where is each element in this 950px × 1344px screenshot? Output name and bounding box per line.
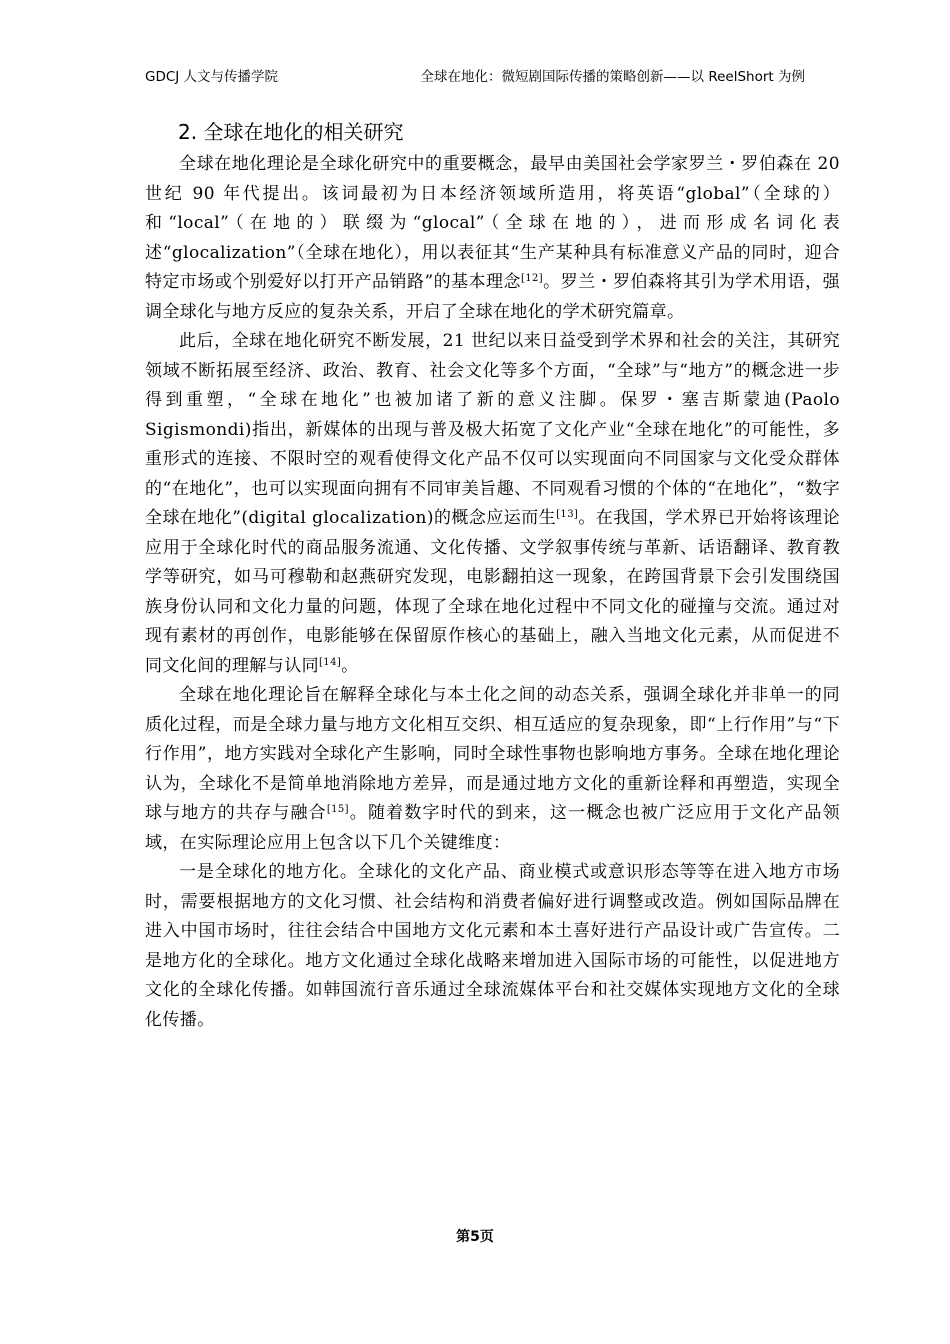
paragraph-text: 全球在地化理论旨在解释全球化与本土化之间的动态关系，强调全球化并非单一的同质化过程，而是全球力量与地方文化相互交织、相互适应的复杂现象，即“上行作用”与“下行作用”，地方实践对全球化产生影响，同时全球性事物也影响地方事务。全球在地化理论认为，全球化不是简单地消除地方差异，而是通过地方文化的重新诠释和再塑造，实现全球与地方的共存与融合 <box>145 685 840 823</box>
paragraph-text: 。在我国，学术界已开始将该理论应用于全球化时代的商品服务流通、文化传播、文学叙事传统与革新、话语翻译、教育教学等研究，如马可穆勒和赵燕研究发现，电影翻拍这一现象，在跨国背景下会引发围绕国族身份认同和文化力量的问题，体现了全球在地化过程中不同文化的碰撞与交流。通过对现有素材的再创作，电影能够在保留原作核心的基础上，融入当地文化元素，从而促进不同文化间的理解与认同 <box>145 508 841 676</box>
header-institution: GDCJ 人文与传播学院 <box>145 69 279 85</box>
paragraph-text: 。随着数字时代的到来，这一概念也被广泛应用于文化产品领域，在实际理论应用上包含以下几个关键维度： <box>145 803 840 853</box>
paragraph-1 <box>145 150 840 327</box>
paragraph-text: 。 <box>341 655 359 676</box>
body-text <box>145 150 840 1035</box>
paragraph-text: 此后，全球在地化研究不断发展，21 世纪以来日益受到学术界和社会的关注，其研究领域不断拓展至经济、政治、教育、社会文化等多个方面，“全球”与“地方”的概念进一步得到重塑，“全球在地化”也被加诸了新的意义注脚。保罗・塞吉斯蒙迪(Paolo Sigismondi)指出，新媒体的出现与普及极大拓宽了文化产业“全球在地化”的可能性，多重形式的连接、不限时空的观看使得文化产品不仅可以实现面向不同国家与文化受众群体的“在地化”，也可以实现面向拥有不同审美旨趣、不同观看习惯的个体的“在地化”，“数字全球在地化”(digital glocalization)的概念应运而生 <box>145 331 840 528</box>
paragraph-text: 全球在地化理论是全球化研究中的重要概念，最早由美国社会学家罗兰・罗伯森在 20 世纪 90 年代提出。该词最初为日本经济领域所造用，将英语“global”（全球的）和“local”（在地的）联缀为“glocal”（全球在地的），进而形成名词化表述“glocalization”（全球在地化），用以表征其“生产某种具有标准意义产品的同时，迎合特定市场或个别爱好以打开产品销路”的基本理念 <box>145 154 840 292</box>
paragraph-2 <box>145 327 840 681</box>
header-divider <box>145 91 805 92</box>
citation-ref: [13] <box>556 509 579 520</box>
paragraph-4 <box>145 858 840 1035</box>
citation-ref: [14] <box>319 656 342 668</box>
header-thesis-title: 全球在地化：微短剧国际传播的策略创新——以 ReelShort 为例 <box>420 69 805 85</box>
paragraph-text: 。罗兰・罗伯森将其引为学术用语，强调全球化与地方反应的复杂关系，开启了全球在地化的学术研究篇章。 <box>145 272 840 322</box>
paragraph-text: 一是全球化的地方化。全球化的文化产品、商业模式或意识形态等等在进入地方市场时，需要根据地方的文化习惯、社会结构和消费者偏好进行调整或改造。例如国际品牌在进入中国市场时，往往会结合中国地方文化元素和本土喜好进行产品设计或广告宣传。二是地方化的全球化。地方文化通过全球化战略来增加进入国际市场的可能性，以促进地方文化的全球化传播。如韩国流行音乐通过全球流媒体平台和社交媒体实现地方文化的全球化传播。 <box>145 862 840 1030</box>
citation-ref: [12] <box>520 273 544 284</box>
running-header <box>145 67 805 87</box>
paragraph-3 <box>145 681 840 858</box>
section-heading: 2. 全球在地化的相关研究 <box>178 120 404 144</box>
citation-ref: [15] <box>326 804 349 815</box>
page-number: 第5页 <box>456 1229 494 1245</box>
